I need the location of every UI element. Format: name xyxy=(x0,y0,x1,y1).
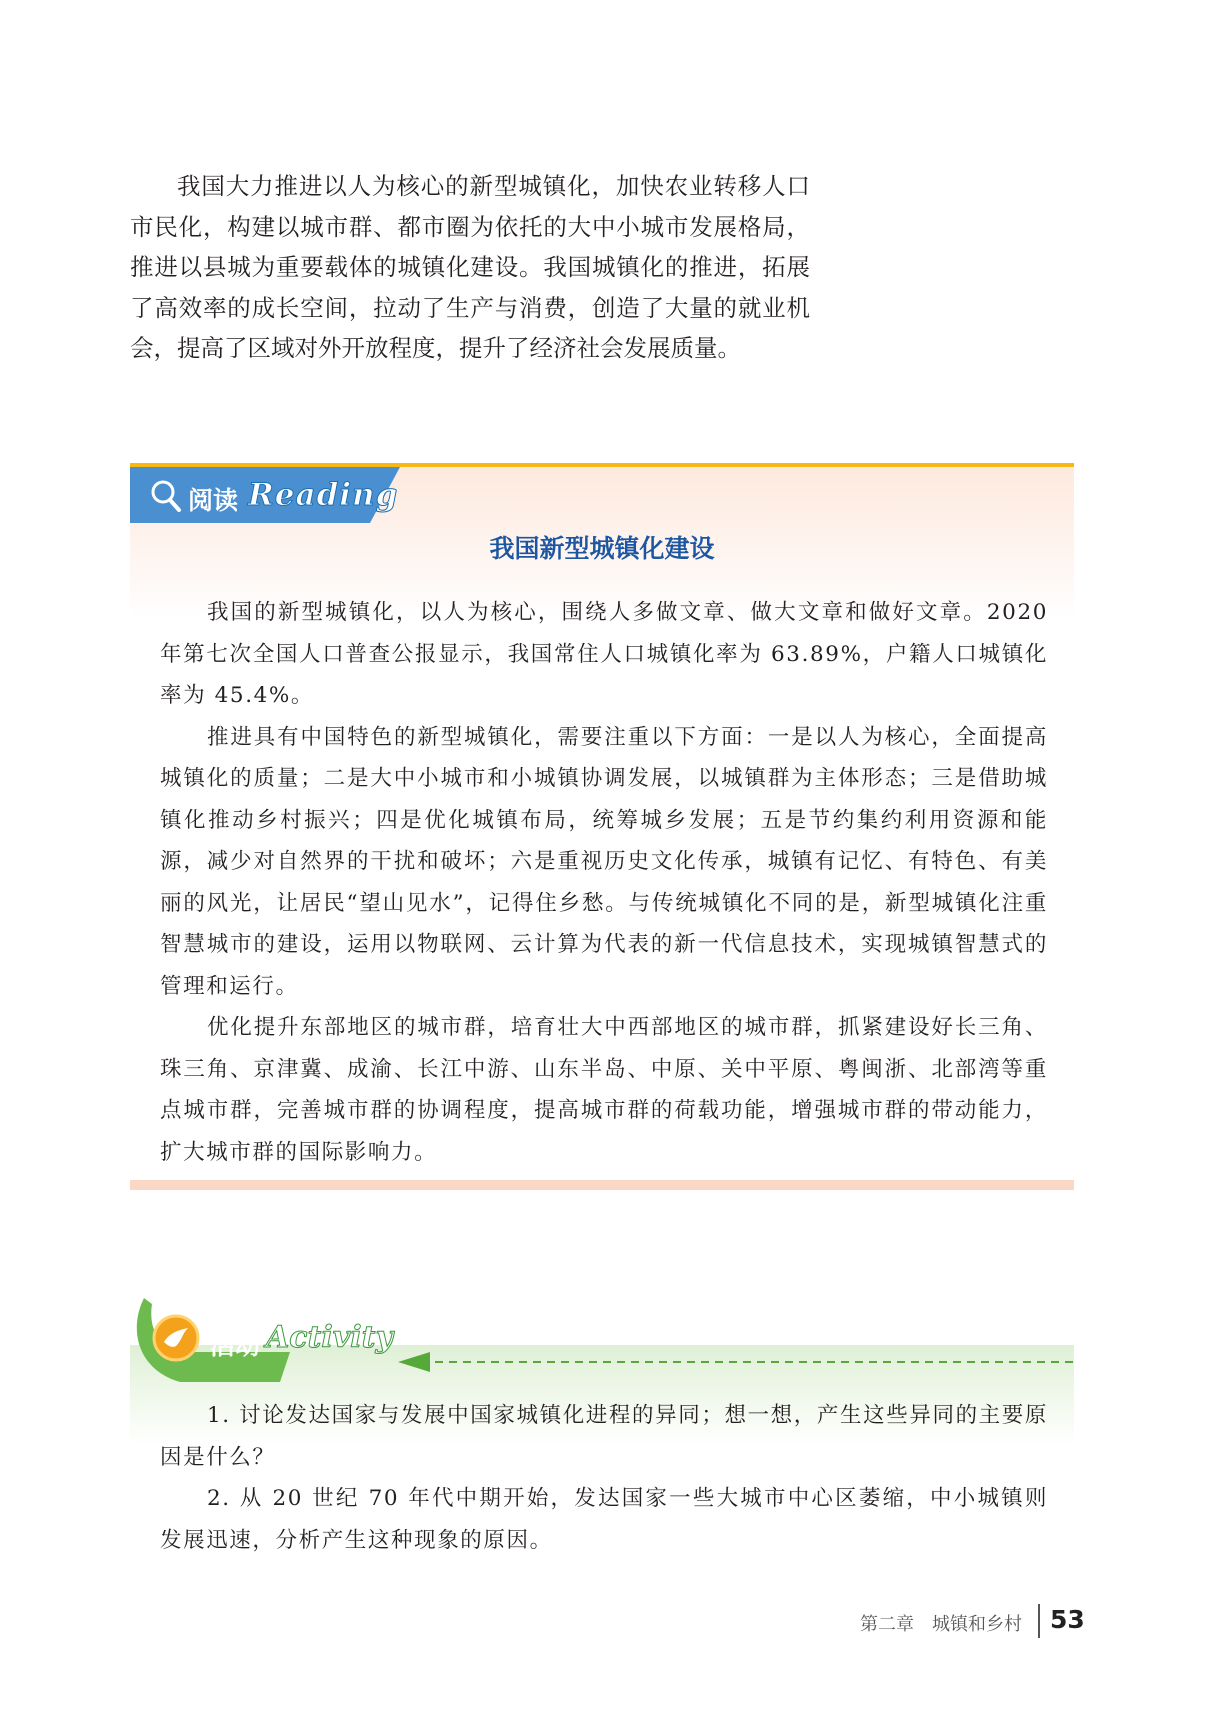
activity-label: 活动 xyxy=(210,1331,261,1360)
footer-divider xyxy=(1038,1604,1040,1638)
magnifier-icon xyxy=(150,479,182,513)
chapter-title: 第二章 城镇和乡村 xyxy=(860,1614,1022,1635)
activity-label-en: Activity xyxy=(266,1320,393,1355)
activity-item: 1. 讨论发达国家与发展中国家城镇化进程的异同；想一想，产生这些异同的主要原因是什么？ xyxy=(160,1403,1048,1470)
activity-body xyxy=(160,1395,1048,1561)
intro-paragraph: 我国大力推进以人为核心的新型城镇化，加快农业转移人口市民化，构建以城市群、都市圈为依托的大中小城市发展格局，推进以县城为重要载体的城镇化建设。我国城镇化的推进，拓展了高效率的成长空间，拉动了生产与消费，创造了大量的就业机会，提高了区域对外开放程度，提升了经济社会发展质量。 xyxy=(130,172,810,362)
reading-bottom-band xyxy=(130,1180,1074,1190)
reading-title: 我国新型城镇化建设 xyxy=(489,534,715,563)
page-footer xyxy=(860,1604,1100,1640)
reading-box xyxy=(130,463,1074,1194)
reading-paragraph: 我国的新型城镇化，以人为核心，围绕人多做文章、做大文章和做好文章。2020 年第七次全国人口普查公报显示，我国常住人口城镇化率为 63.89%，户籍人口城镇化率为 45.4%。 xyxy=(160,600,1048,708)
activity-item: 2. 从 20 世纪 70 年代中期开始，发达国家一些大城市中心区萎缩，中小城镇则发展迅速，分析产生这种现象的原因。 xyxy=(160,1486,1048,1553)
intro-text xyxy=(130,166,810,369)
reading-paragraph: 推进具有中国特色的新型城镇化，需要注重以下方面：一是以人为核心，全面提高城镇化的质量；二是大中小城市和小城镇协调发展，以城镇群为主体形态；三是借助城镇化推动乡村振兴；四是优化城镇布局，统筹城乡发展；五是节约集约利用资源和能源，减少对自然界的干扰和破坏；六是重视历史文化传承，城镇有记忆、有特色、有美丽的风光，让居民“望山见水”，记得住乡愁。与传统城镇化不同的是，新型城镇化注重智慧城市的建设，运用以物联网、云计算为代表的新一代信息技术，实现城镇智慧式的管理和运行。 xyxy=(160,724,1048,999)
page-number: 53 xyxy=(1050,1605,1085,1634)
dove-badge-icon xyxy=(152,1314,200,1362)
reading-label-en: Reading xyxy=(248,477,399,513)
reading-paragraph: 优化提升东部地区的城市群，培育壮大中西部地区的城市群，抓紧建设好长三角、珠三角、京津冀、成渝、长江中游、山东半岛、中原、关中平原、粤闽浙、北部湾等重点城市群，完善城市群的协调程度，提高城市群的荷载功能，增强城市群的带动能力，扩大城市群的国际影响力。 xyxy=(160,1015,1048,1165)
reading-body xyxy=(160,592,1048,1173)
reading-label: 阅读 xyxy=(188,486,239,515)
